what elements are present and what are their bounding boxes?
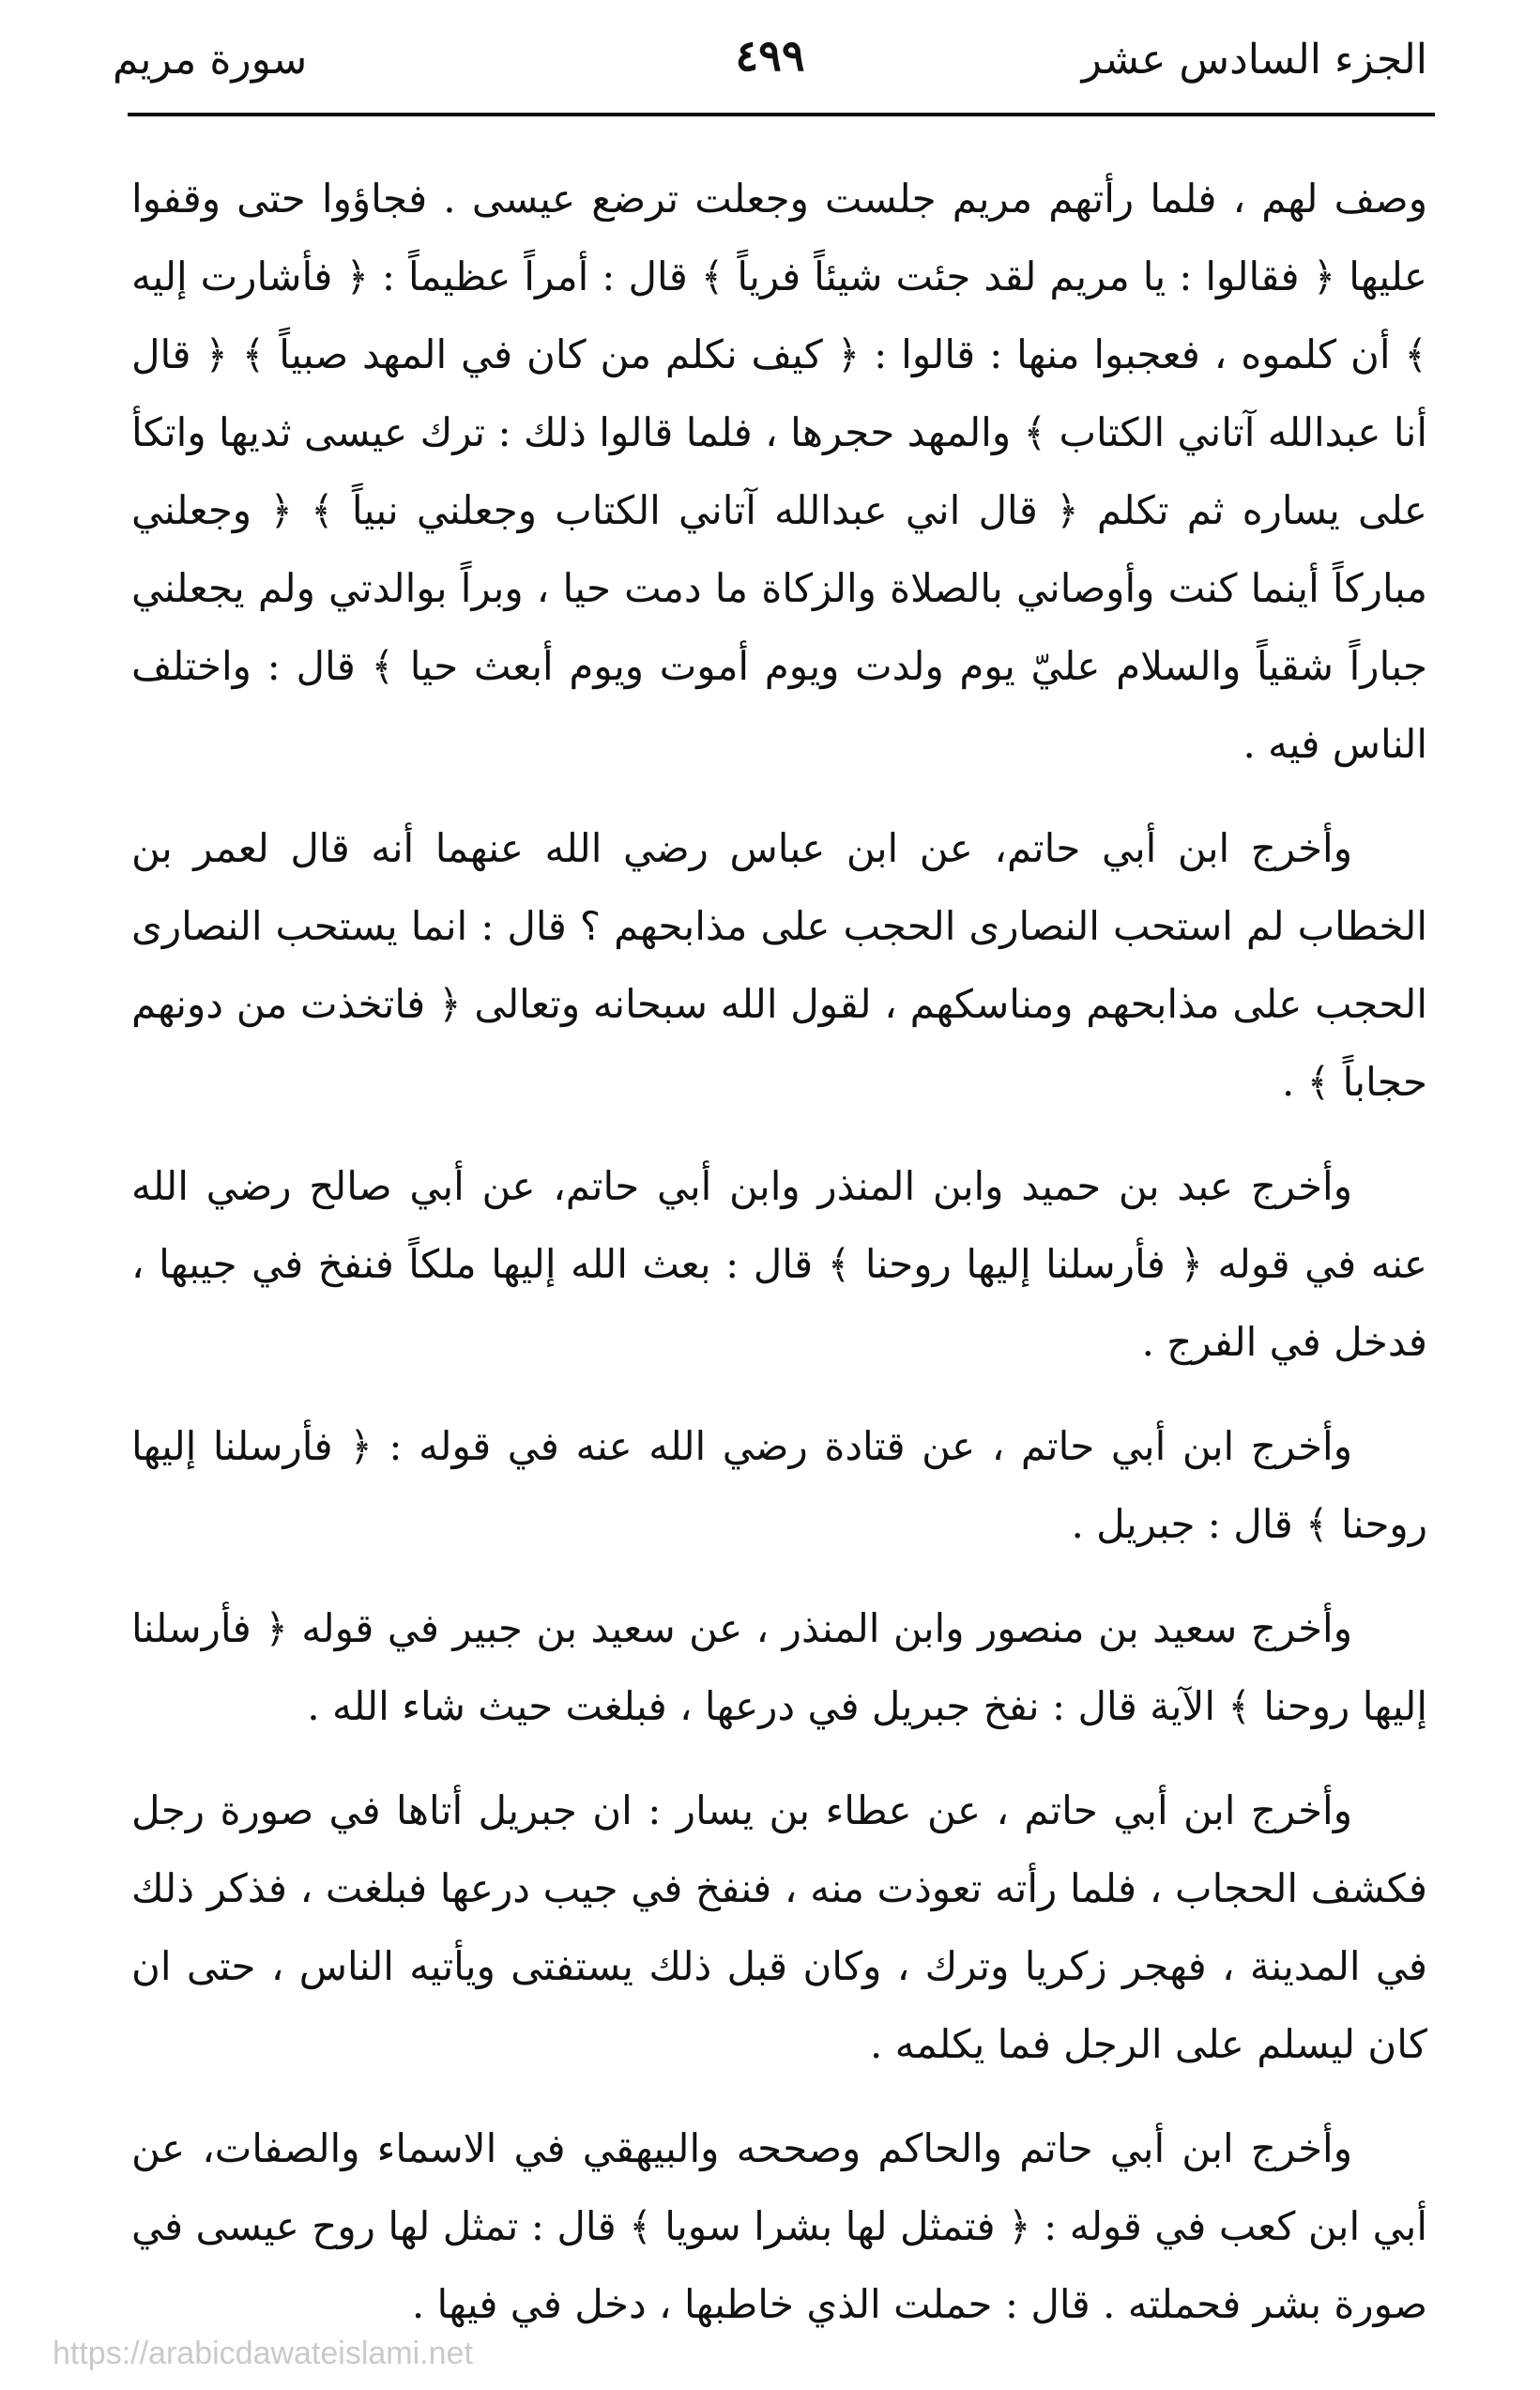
- paragraph-7: وأخرج ابن أبي حاتم والحاكم وصححه والبيهقي في الاسماء والصفات، عن أبي ابن كعب في قوله : ﴿ فتمثل لها بشرا سويا ﴾ قال : تمثل لها روح عيسى في صورة بشر فحملته . قال : حملت الذي خاطبها ، دخل في فيها .: [131, 2125, 1427, 2327]
- paragraph-5: وأخرج سعيد بن منصور وابن المنذر ، عن سعيد بن جبير في قوله ﴿ فأرسلنا إليها روحنا ﴾ الآية قال : نفخ جبريل في درعها ، فبلغت حيث شاء الله .: [131, 1605, 1427, 1729]
- page-body: [131, 160, 1427, 2369]
- part-label: الجزء السادس عشر: [1081, 36, 1427, 84]
- surah-label: سورة مريم: [113, 36, 308, 84]
- page-number: ٤٩٩: [735, 30, 805, 81]
- header-rule: [128, 113, 1435, 116]
- paragraph-3: وأخرج عبد بن حميد وابن المنذر وابن أبي حاتم، عن أبي صالح رضي الله عنه في قوله ﴿ فأرسلنا إليها روحنا ﴾ قال : بعث الله إليها ملكاً فنفخ في جيبها ، فدخل في الفرج .: [131, 1163, 1427, 1365]
- paragraph-6: وأخرج ابن أبي حاتم ، عن عطاء بن يسار : ان جبريل أتاها في صورة رجل فكشف الحجاب ، فلما رأته تعوذت منه ، فنفخ في جيب درعها فبلغت ، فذكر ذلك في المدينة ، فهجر زكريا وترك ، وكان قبل ذلك يستفتى ويأتيه الناس ، حتى ان كان ليسلم على الرجل فما يكلمه .: [131, 1787, 1427, 2067]
- paragraph-4: وأخرج ابن أبي حاتم ، عن قتادة رضي الله عنه في قوله : ﴿ فأرسلنا إليها روحنا ﴾ قال : جبريل .: [131, 1423, 1427, 1547]
- page-header: [113, 26, 1427, 101]
- paragraph-2: وأخرج ابن أبي حاتم، عن ابن عباس رضي الله عنهما أنه قال لعمر بن الخطاب لم استحب النصارى الحجب على مذابحهم ؟ قال : انما يستحب النصارى الحجب على مذابحهم ومناسكهم ، لقول الله سبحانه وتعالى ﴿ فاتخذت من دونهم حجاباً ﴾ .: [131, 825, 1427, 1105]
- paragraph-1: وصف لهم ، فلما رأتهم مريم جلست وجعلت ترضع عيسى . فجاؤوا حتى وقفوا عليها ﴿ فقالوا : يا مريم لقد جئت شيئاً فرياً ﴾ قال : أمراً عظيماً : ﴿ فأشارت إليه ﴾ أن كلموه ، فعجبوا منها : قالوا : ﴿ كيف نكلم من كان في المهد صبياً ﴾ ﴿ قال أنا عبدالله آتاني الكتاب ﴾ والمهد حجرها ، فلما قالوا ذلك : ترك عيسى ثديها واتكأ على يساره ثم تكلم ﴿ قال اني عبدالله آتاني الكتاب وجعلني نبياً ﴾ ﴿ وجعلني مباركاً أينما كنت وأوصاني بالصلاة والزكاة ما دمت حيا ، وبراً بوالدتي ولم يجعلني جباراً شقياً والسلام عليّ يوم ولدت ويوم أموت ويوم أبعث حيا ﴾ قال : واختلف الناس فيه .: [131, 176, 1427, 767]
- source-watermark: https://arabicdawateislami.net: [53, 2336, 473, 2371]
